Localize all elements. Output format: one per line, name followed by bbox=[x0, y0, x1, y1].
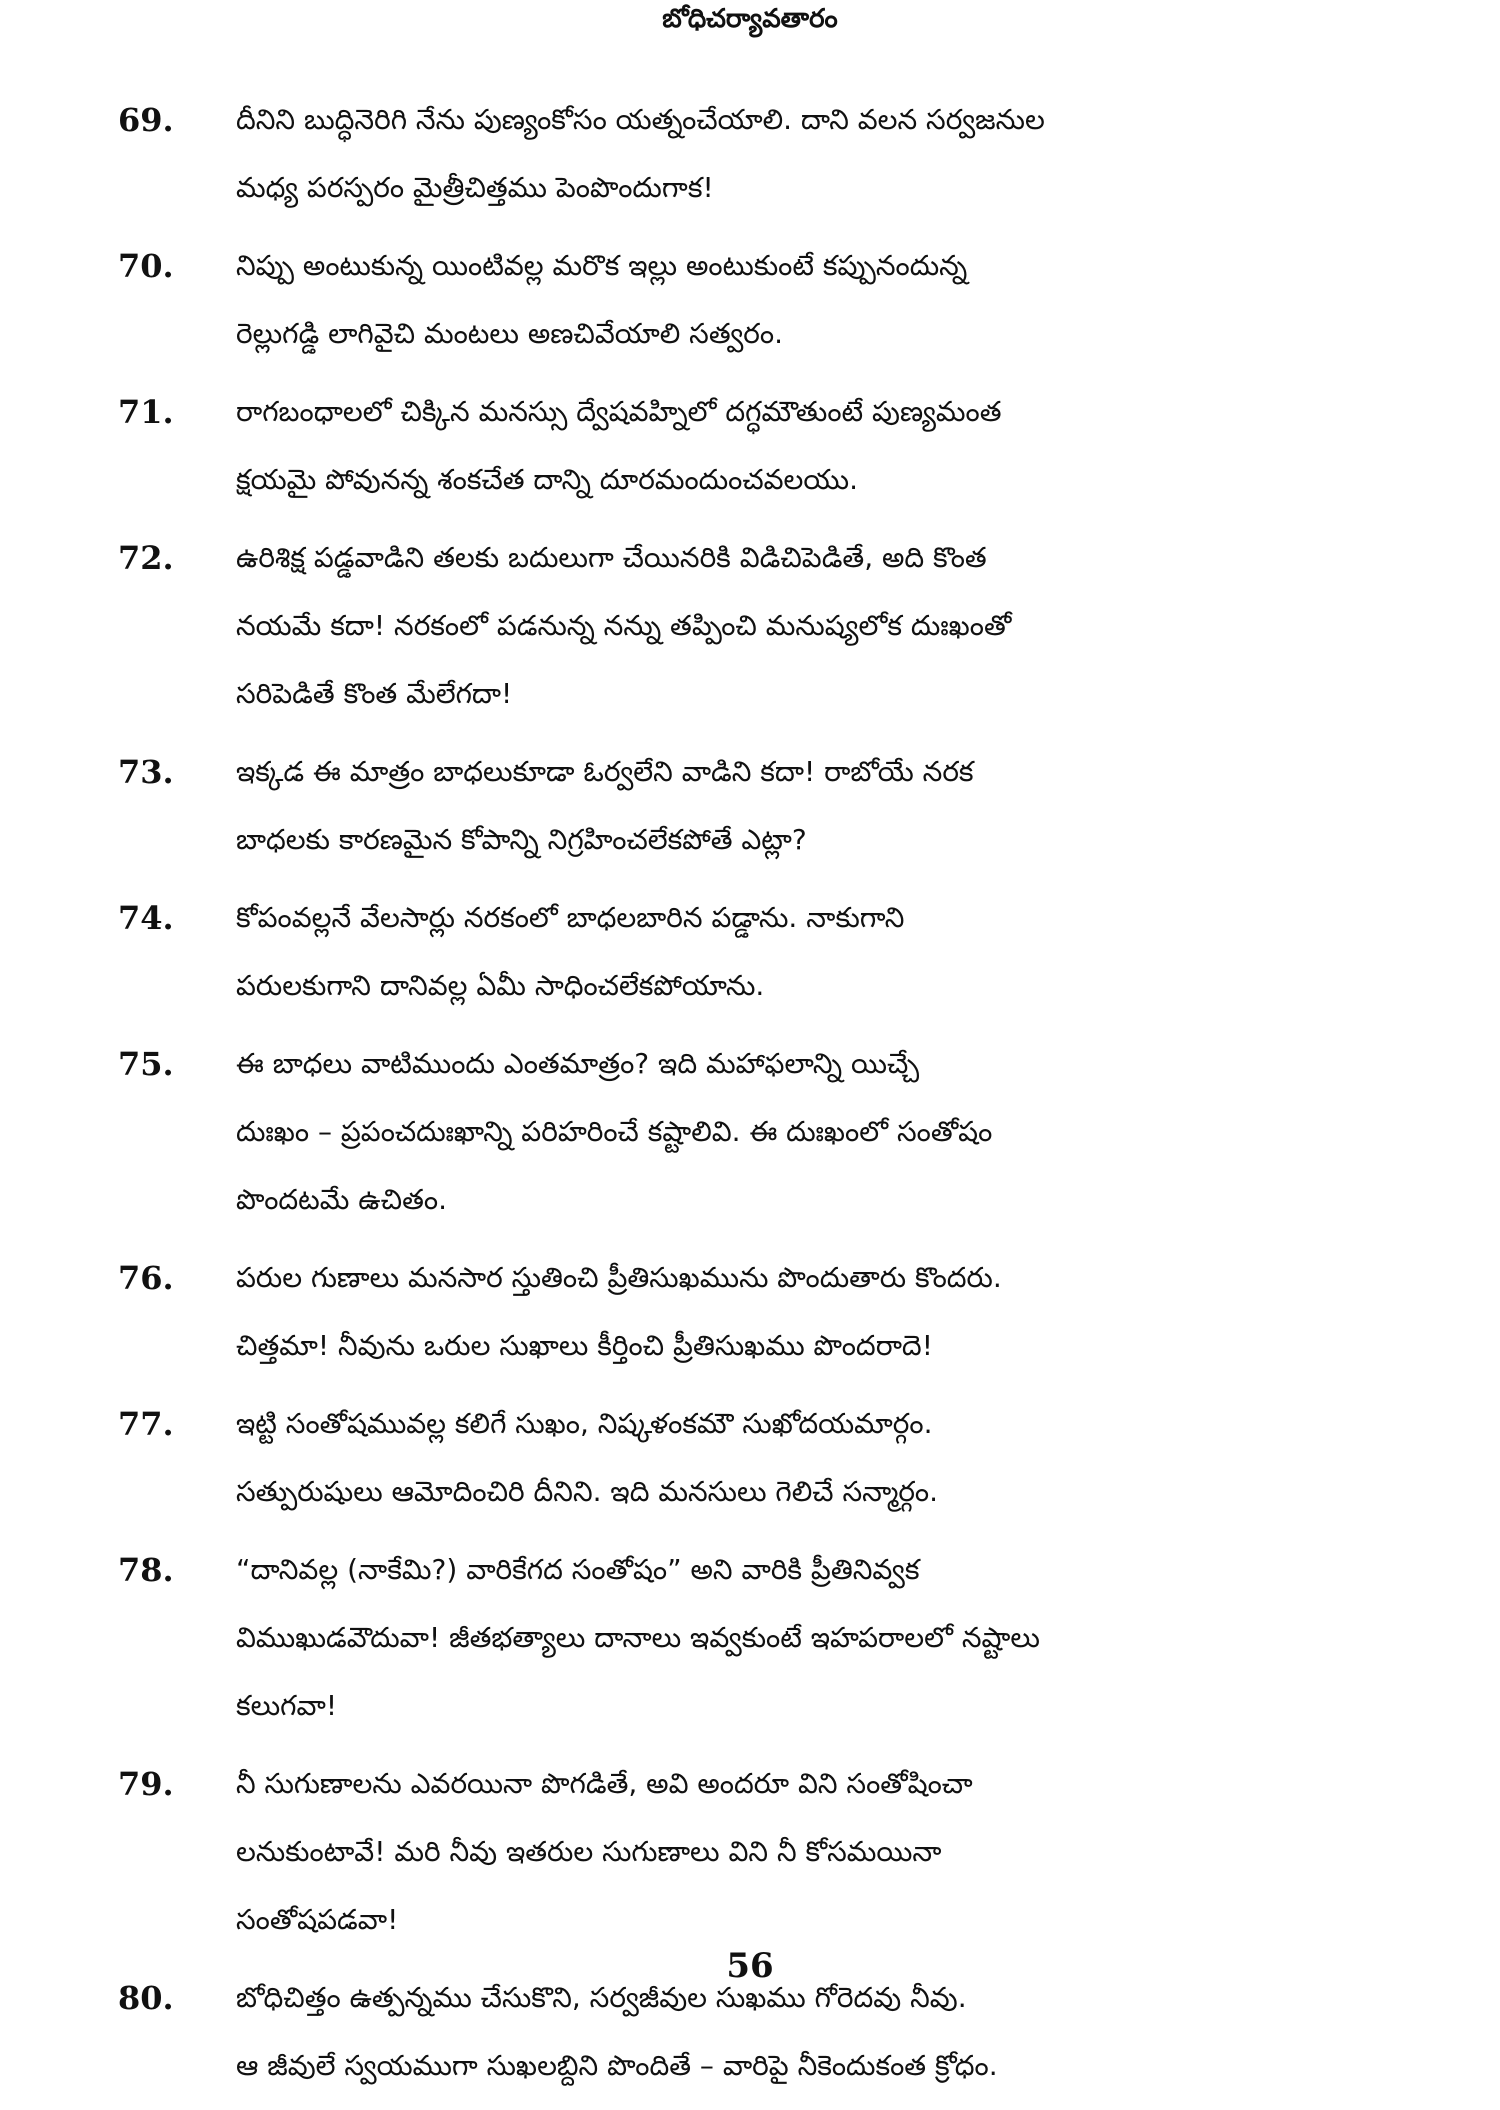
verse-line: పొందటమే ఉచితం. bbox=[236, 1183, 447, 1216]
verse-line: ఈ బాధలు వాటిముందు ఎంతమాత్రం? ఇది మహాఫలాన్ని యిచ్చే bbox=[236, 1047, 920, 1080]
verse bbox=[0, 524, 1500, 728]
verse-line: దుఃఖం – ప్రపంచదుఃఖాన్ని పరిహరించే కష్టాలివి. ఈ దుఃఖంలో సంతోషం bbox=[236, 1115, 993, 1148]
page-number: 56 bbox=[726, 1946, 774, 1986]
verse-line: సరిపెడితే కొంత మేలేగదా! bbox=[236, 677, 513, 710]
verse-line: కలుగవా! bbox=[236, 1689, 338, 1722]
verse-line: నీ సుగుణాలను ఎవరయినా పొగడితే, అవి అందరూ విని సంతోషించా bbox=[236, 1767, 973, 1800]
verse-line: బోధిచిత్తం ఉత్పన్నము చేసుకొని, సర్వజీవుల సుఖము గోరెదవు నీవు. bbox=[236, 1981, 967, 2014]
verse-line: రాగబంధాలలో చిక్కిన మనస్సు ద్వేషవహ్నిలో దగ్ధమౌతుంటే పుణ్యమంత bbox=[236, 395, 1002, 428]
verse bbox=[0, 1750, 1500, 1954]
verse-line: పరుల గుణాలు మనసార స్తుతించి ప్రీతిసుఖమును పొందుతారు కొందరు. bbox=[236, 1261, 1002, 1294]
verse bbox=[0, 1244, 1500, 1380]
verse-text bbox=[236, 738, 1386, 874]
verse-number: 78. bbox=[118, 1551, 174, 1589]
verse-number: 79. bbox=[118, 1765, 174, 1803]
verse-line: విముఖుడవౌదువా! జీతభత్యాలు దానాలు ఇవ్వకుంటే ఇహపరాలలో నష్టాలు bbox=[236, 1621, 1040, 1654]
verse-number: 73. bbox=[118, 753, 174, 791]
verse-number: 74. bbox=[118, 899, 174, 937]
verse bbox=[0, 738, 1500, 874]
page-header: బోధిచర్యావతారం bbox=[662, 4, 838, 34]
verse-text bbox=[236, 378, 1386, 514]
verse-line: రెల్లుగడ్డి లాగివైచి మంటలు అణచివేయాలి సత్వరం. bbox=[236, 317, 783, 350]
verse-number: 80. bbox=[118, 1979, 174, 2017]
verse-line: నిప్పు అంటుకున్న యింటివల్ల మరొక ఇల్లు అంటుకుంటే కప్పునందున్న bbox=[236, 249, 968, 282]
verse-line: పరులకుగాని దానివల్ల ఏమీ సాధించలేకపోయాను. bbox=[236, 969, 765, 1002]
verse-line: ఇట్టి సంతోషమువల్ల కలిగే సుఖం, నిష్కళంకమౌ సుఖోదయమార్గం. bbox=[236, 1407, 933, 1440]
verse-line: క్షయమై పోవునన్న శంకచేత దాన్ని దూరమందుంచవలయు. bbox=[236, 463, 858, 496]
verse-text bbox=[236, 232, 1386, 368]
verse-text bbox=[236, 1030, 1386, 1234]
verse-text bbox=[236, 884, 1386, 1020]
verse-text bbox=[236, 1536, 1386, 1740]
verse-text bbox=[236, 1244, 1386, 1380]
verse-line: ఆ జీవులే స్వయముగా సుఖలబ్దిని పొందితే – వారిపై నీకెందుకంత క్రోధం. bbox=[236, 2049, 998, 2082]
verse bbox=[0, 1536, 1500, 1740]
verse-line: బాధలకు కారణమైన కోపాన్ని నిగ్రహించలేకపోతే ఎట్లా? bbox=[236, 823, 807, 856]
verse-line: లనుకుంటావే! మరి నీవు ఇతరుల సుగుణాలు విని నీ కోసమయినా bbox=[236, 1835, 942, 1868]
verse-number: 69. bbox=[118, 101, 174, 139]
verse bbox=[0, 1030, 1500, 1234]
verse-number: 75. bbox=[118, 1045, 174, 1083]
verse-line: కోపంవల్లనే వేలసార్లు నరకంలో బాధలబారిన పడ్డాను. నాకుగాని bbox=[236, 901, 905, 934]
verse bbox=[0, 884, 1500, 1020]
verse-line: ఉరిశిక్ష పడ్డవాడిని తలకు బదులుగా చేయినరికి విడిచిపెడితే, అది కొంత bbox=[236, 541, 987, 574]
verse-line: ఇక్కడ ఈ మాత్రం బాధలుకూడా ఓర్వలేని వాడిని కదా! రాబోయే నరక bbox=[236, 755, 974, 788]
verse-line: సత్పురుషులు ఆమోదించిరి దీనిని. ఇది మనసులు గెలిచే సన్మార్గం. bbox=[236, 1475, 939, 1508]
verse-line: “దానివల్ల (నాకేమి?) వారికేగద సంతోషం” అని వారికి ప్రీతినివ్వక bbox=[236, 1553, 920, 1586]
verse-list bbox=[0, 86, 1500, 2110]
verse bbox=[0, 86, 1500, 222]
verse bbox=[0, 378, 1500, 514]
verse-number: 71. bbox=[118, 393, 174, 431]
verse bbox=[0, 1390, 1500, 1526]
verse-line: దీనిని బుద్ధినెరిగి నేను పుణ్యంకోసం యత్నంచేయాలి. దాని వలన సర్వజనుల bbox=[236, 103, 1045, 136]
verse-text bbox=[236, 524, 1386, 728]
verse-line: సంతోషపడవా! bbox=[236, 1903, 399, 1936]
verse-text bbox=[236, 86, 1386, 222]
verse-line: చిత్తమా! నీవును ఒరుల సుఖాలు కీర్తించి ప్రీతిసుఖము పొందరాదె! bbox=[236, 1329, 933, 1362]
verse-number: 77. bbox=[118, 1405, 174, 1443]
verse-line: నయమే కదా! నరకంలో పడనున్న నన్ను తప్పించి మనుష్యలోక దుఃఖంతో bbox=[236, 609, 1012, 642]
verse-number: 72. bbox=[118, 539, 174, 577]
verse-number: 70. bbox=[118, 247, 174, 285]
verse-line: మధ్య పరస్పరం మైత్రీచిత్తము పెంపొందుగాక! bbox=[236, 171, 714, 204]
verse-text bbox=[236, 1390, 1386, 1526]
verse bbox=[0, 232, 1500, 368]
verse-number: 76. bbox=[118, 1259, 174, 1297]
verse-text bbox=[236, 1750, 1386, 1954]
